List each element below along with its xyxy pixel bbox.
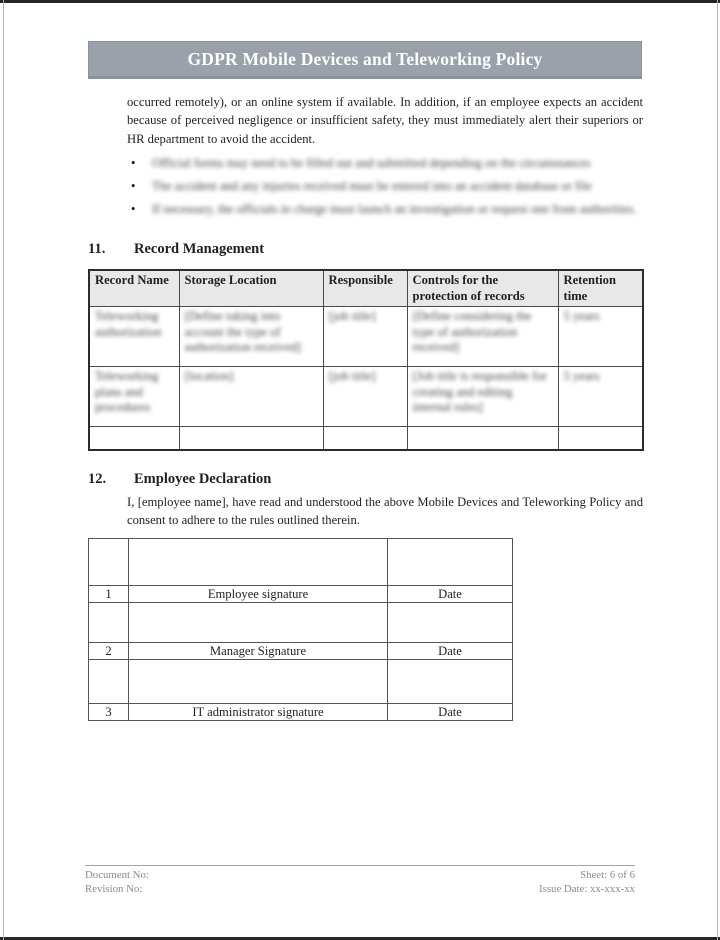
signature-field [129,659,388,703]
cell-text-redacted: [job title] [328,369,376,384]
signature-field [129,602,388,642]
page-edge-right [717,0,718,940]
cell-text-redacted: 5 years [563,369,600,384]
page-footer [85,865,635,896]
bullet-text-redacted: Official forms may need to be filled out and submitted depending on the circumstances [152,156,591,171]
table-cell [558,427,643,450]
list-item [131,154,643,172]
table-cell [407,427,558,450]
cell-text-redacted: [job title] [328,309,376,324]
signature-label: IT administrator signature [129,703,388,720]
column-header: Storage Location [179,270,323,307]
row-number: 1 [89,585,129,602]
document-title-bar [88,41,642,79]
footer-right [539,868,635,896]
cell-text-redacted: Teleworking plans and procedures [95,369,159,415]
table-cell [89,307,179,367]
signature-label-row [89,585,513,602]
signature-space-row [89,659,513,703]
table-cell [89,602,129,642]
bullet-icon: • [131,156,136,171]
date-field [388,602,513,642]
signature-label-row [89,703,513,720]
table-cell [323,427,407,450]
date-label: Date [388,703,513,720]
table-cell [323,367,407,427]
table-cell [89,659,129,703]
page-edge-left [3,0,4,940]
table-row [89,427,643,450]
signature-label: Employee signature [129,585,388,602]
table-cell [179,367,323,427]
table-cell [179,427,323,450]
bullet-text-redacted: If necessary, the officials in charge must launch an investigation or request one from authorities. [152,202,637,217]
bullet-text-redacted: The accident and any injuries received must be entered into an accident database or file [152,179,592,194]
signature-label-row [89,642,513,659]
document-no-label: Document No: [85,869,149,881]
row-number: 3 [89,703,129,720]
cell-text-redacted: [Define taking into account the type of authorization received] [184,309,301,355]
table-cell [407,307,558,367]
footer-left [85,868,149,896]
signature-label: Manager Signature [129,642,388,659]
table-cell [89,367,179,427]
column-header: Responsible [323,270,407,307]
bullet-icon: • [131,202,136,217]
signature-field [129,538,388,585]
signature-space-row [89,602,513,642]
table-cell [407,367,558,427]
table-row [89,367,643,427]
cell-text-redacted: [Job title is responsible for creating and editing internal rules] [412,369,547,415]
section-number: 11. [88,241,106,258]
date-label: Date [388,642,513,659]
section-heading-record-management [88,240,642,258]
bullet-list [131,154,643,218]
revision-no-label: Revision No: [85,883,143,895]
cell-text-redacted: Teleworking authorization [95,309,162,339]
date-field [388,538,513,585]
bullet-icon: • [131,179,136,194]
cell-text-redacted: [location] [184,369,234,384]
document-content [88,79,642,721]
sheet-label: Sheet: 6 of 6 [580,869,635,881]
section-number: 12. [88,470,107,487]
table-cell [323,307,407,367]
table-cell [558,307,643,367]
column-header: Controls for the protection of records [407,270,558,307]
list-item [131,200,643,218]
section-title: Employee Declaration [134,470,272,487]
table-cell [89,538,129,585]
column-header: Retention time [558,270,643,307]
section-title: Record Management [134,241,265,258]
row-number: 2 [89,642,129,659]
page-edge-top [0,0,720,3]
date-field [388,659,513,703]
document-title: GDPR Mobile Devices and Teleworking Policy [187,48,543,69]
list-item [131,177,643,195]
intro-paragraph: occurred remotely), or an online system if available. In addition, if an employee expects an accident because of perceived negligence or insufficient safety, they must immediately alert their superiors or HR department to avoid the accident. [127,95,643,146]
table-cell [89,427,179,450]
issue-date-label: Issue Date: xx-xxx-xx [539,883,635,895]
record-management-table [88,269,644,451]
signature-table [88,538,513,721]
column-header: Record Name [89,270,179,307]
declaration-paragraph: I, [employee name], have read and understood the above Mobile Devices and Teleworking Policy and consent to adhere to the rules outlined therein. [127,494,643,528]
cell-text-redacted: 5 years [563,309,600,324]
table-cell [558,367,643,427]
table-row [89,307,643,367]
cell-text-redacted: [Define considering the type of authorization received] [412,309,532,355]
table-header-row [89,270,643,307]
signature-space-row [89,538,513,585]
section-heading-employee-declaration [88,470,642,488]
date-label: Date [388,585,513,602]
table-cell [179,307,323,367]
